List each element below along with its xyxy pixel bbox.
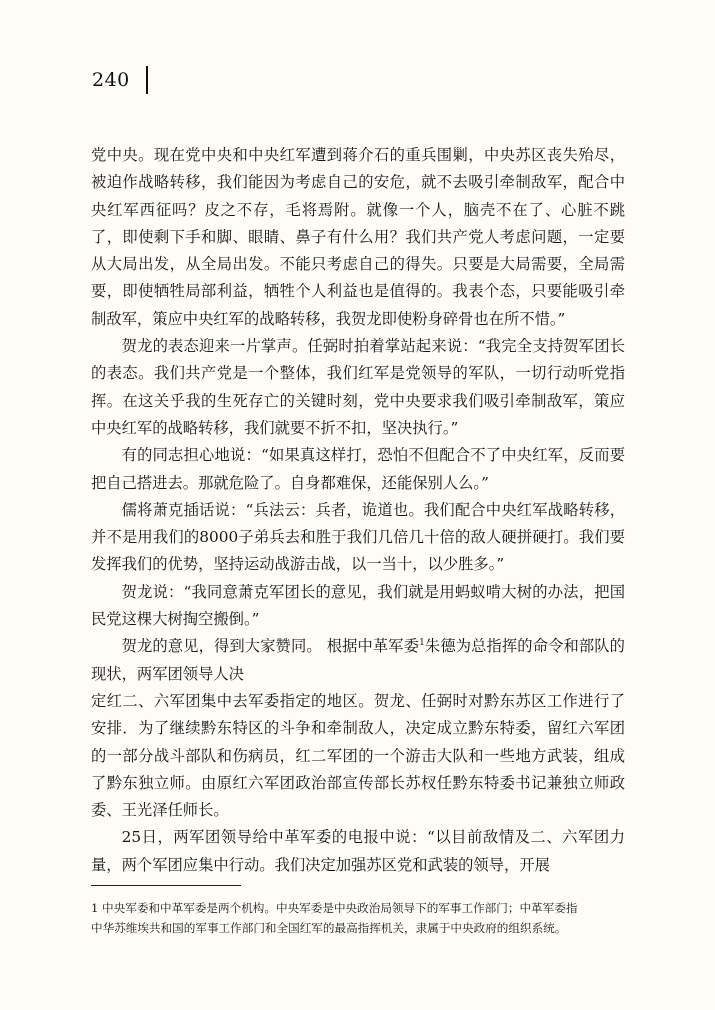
paragraph: 贺龙说：“我同意萧克军团长的意见，我们就是用蚂蚁啃大树的办法，把国民党这棵大树掏空搬倒。” <box>91 582 625 629</box>
footnote-reference-marker[interactable]: 1 <box>419 638 425 649</box>
paragraph: 党中央。现在党中央和中央红军遭到蒋介石的重兵围剿，中央苏区丧失殆尽，被迫作战略转移，我们能因为考虑自己的安危，就不去吸引牵制敌军，配合中央红军西征吗？皮之不存，毛将焉附。就像一个人，脑壳不在了、心脏不跳了，即使剩下手和脚、眼睛、鼻子有什么用？我们共产党人考虑问题，一定要从大局出发，从全局出发。不能只考虑自己的得失。只要是大局需要，全局需要，即使牺牲局部利益，牺牲个人利益也是值得的。我表个态，只要能吸引牵制敌军，策应中央红军的战略转移，我贺龙即使粉身碎骨也在所不惜。” <box>91 146 625 328</box>
footnote-line: 中华苏维埃共和国的军事工作部门和全国红军的最高指挥机关，隶属于中央政府的组织系统。 <box>91 921 567 935</box>
paragraph-text-before-footnote: 贺龙的意见，得到大家赞同。 根据中革军委 <box>121 637 420 656</box>
paragraph: 25日，两军团领导给中革军委的电报中说：“以目前敌情及二、六军团力量，两个军团应集中行动。我们决定加强苏区党和武装的领导，开展 <box>91 828 625 874</box>
footnote-text <box>91 898 625 938</box>
paragraph-with-footnote <box>91 633 625 688</box>
header-divider <box>146 66 148 94</box>
paragraph: 儒将萧克插话说：“兵法云：兵者，诡道也。我们配合中央红军战略转移，并不是用我们的8000子弟兵去和胜于我们几倍几十倍的敌人硬拼硬打。我们要发挥我们的优势，坚持运动战游击战，以一当十，以少胜多。” <box>91 500 625 574</box>
paragraph: 贺龙的表态迎来一片掌声。任弼时拍着掌站起来说：“我完全支持贺军团长的表态。我们共产党是一个整体，我们红军是党领导的军队，一切行动听党指挥。在这关乎我的生死存亡的关键时刻，党中央要求我们吸引牵制敌军，策应中央红军的战略转移，我们就要不折不扣，坚决执行。” <box>91 337 625 437</box>
footnote-divider <box>91 885 241 886</box>
footnote-section <box>91 885 625 938</box>
paragraph: 定红二、六军团集中去军委指定的地区。贺龙、任弼时对黔东苏区工作进行了安排．为了继续黔东特区的斗争和牵制敌人，决定成立黔东特委，留红六军团的一部分战斗部队和伤病员，红二军团的一个游击大队和一些地方武装，组成了黔东独立师。由原红六军团政治部宣传部长苏杈任黔东特委书记兼独立师政委、王光泽任师长。 <box>91 691 625 820</box>
page-header <box>92 64 148 96</box>
page-number: 240 <box>92 69 130 91</box>
footnote-line: 1 中央军委和中革军委是两个机构。中央军委是中央政治局领导下的军事工作部门；中革军委指 <box>91 901 578 915</box>
paragraph-text-after-footnote: 朱德为总指挥的命令和部队的现状，两军团领导人决 <box>91 637 625 683</box>
page-body <box>91 142 625 879</box>
paragraph: 有的同志担心地说：“如果真这样打，恐怕不但配合不了中央红军，反而要把自己搭进去。那就危险了。自身都难保，还能保别人么。” <box>91 446 625 492</box>
